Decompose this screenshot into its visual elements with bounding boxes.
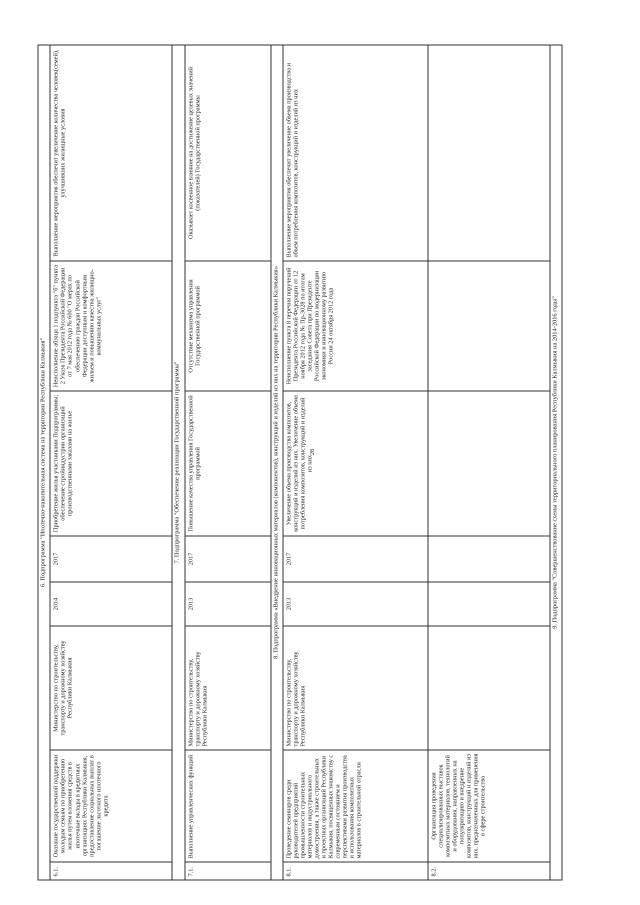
subprogram-9-heading-row [550,45,562,880]
activity-name: Выполнение управленческих функций [185,750,271,862]
non-implementation-consequence: Неисполнение абзаца 1 подпункта "б" пункта 2 Указа Президента Российской Федерации от 7 мая 2012 года № 600 "О мерах по обеспечению граждан Российской Федерации доступным и комфортным жильем и повышению качества жилищно-коммунальных услуг" [50,261,172,391]
subprogram-9-heading: 9. Подпрограмма "Совершенствование схемы территориального планирования Республики Калмыкия на 2014-2016 годы" [550,45,562,880]
expected-result: Увеличение объема производства композитов, конструкций и изделий из них. Увеличение объема потребления композитов, конструкций и изделий из них [283,391,428,536]
subprogram-8-heading-row [271,45,283,880]
subprogram-6-heading-row [38,45,50,880]
activity-name: Организация проведения специализированных выставок композитных материалов, технологий и оборудования, направленных на популяризацию и внедрение композитов, конструкций и изделий из них, предназначенных для применения в сфере строительства [428,750,550,862]
start-year: 2014 [50,582,172,626]
end-year [428,536,550,582]
indicator-link: Выполнение мероприятия обеспечит увеличение объема производства и объем потребления композитов, конструкций и изделий из них [283,45,428,261]
row-number: 8.2. [428,862,550,880]
table-row [428,45,550,880]
subprogram-7-heading: 7. Подпрограмма "Обеспечение реализации Государственной программы" [172,45,184,880]
row-number: 7.1. [185,862,271,880]
table-row [283,45,428,880]
indicator-link: Выполнение мероприятия обеспечит увеличение количества человек(семей), улучшивших жилищные условия [50,45,172,261]
rotated-table-sheet [38,46,563,881]
program-activities-table [38,44,563,880]
page-number: 28 [310,449,316,455]
activity-name: Проведение семинаров среди руководителей предприятий промышленности строительных материалов и индустриального домостроения, а также строительных и проектных организаций Республики Калмыкия, посвященных знакомству с современным состоянием и перспективами развития производства и использования композитных материалов в строительной отрасли [283,750,428,862]
subprogram-6-heading: 6. Подпрограмма "Ипотечно-накопительная система на территории Республики Калмыкия" [38,45,50,880]
non-implementation-consequence: Неисполнение пункта 8 перечня поручений Президента Российской Федерации от 12 ноября 2012 года № Пр-3028 по итогам заседания Совета при Президенте Российской Федерации по модернизации экономики и инновационному развитию России 24 октября 2012 года [283,261,428,391]
responsible-executor: Министерство по строительству, транспорту и дорожному хозяйству Республики Калмыкия [50,626,172,750]
start-year: 2013 [283,582,428,626]
expected-result [428,391,550,536]
table-row [185,45,271,880]
indicator-link: Оказывает косвенное влияние на достижение целевых значений (показателей) Государственной программы [185,45,271,261]
subprogram-7-heading-row [172,45,184,880]
expected-result: Приобретение жилья участниками Подпрограммы; обеспечение стройиндустрии организаций производственными заказами на жилье [50,391,172,536]
non-implementation-consequence [428,261,550,391]
row-number: 8.1. [283,862,428,880]
start-year: 2013 [185,582,271,626]
responsible-executor: Министерство по строительству, транспорту и дорожному хозяйству Республики Калмыкия [283,626,428,750]
end-year: 2017 [185,536,271,582]
start-year [428,582,550,626]
end-year: 2017 [50,536,172,582]
end-year: 2017 [283,536,428,582]
activity-name: Оказание государственной поддержки молодым семьям по приобретению жилья путем вложения средств в ипотечные вклады в кредитных организациях Республики Калмыкия, предоставление социальных выплат в погашение льготного ипотечного кредита [50,750,172,862]
subprogram-8-heading: 8. Подпрограмма «Внедрение инновационных материалов (компонентов), конструкций и изделий из них на территории Республики Калмыкия» [271,45,283,880]
responsible-executor [428,626,550,750]
table-row [50,45,172,880]
expected-result: Повышение качества управления Государственной программой [185,391,271,536]
non-implementation-consequence: Отсутствие механизма управления Государственной программой [185,261,271,391]
responsible-executor: Министерство по строительству, транспорту и дорожному хозяйству Республики Калмыкия [185,626,271,750]
indicator-link [428,45,550,261]
row-number: 6.1. [50,862,172,880]
